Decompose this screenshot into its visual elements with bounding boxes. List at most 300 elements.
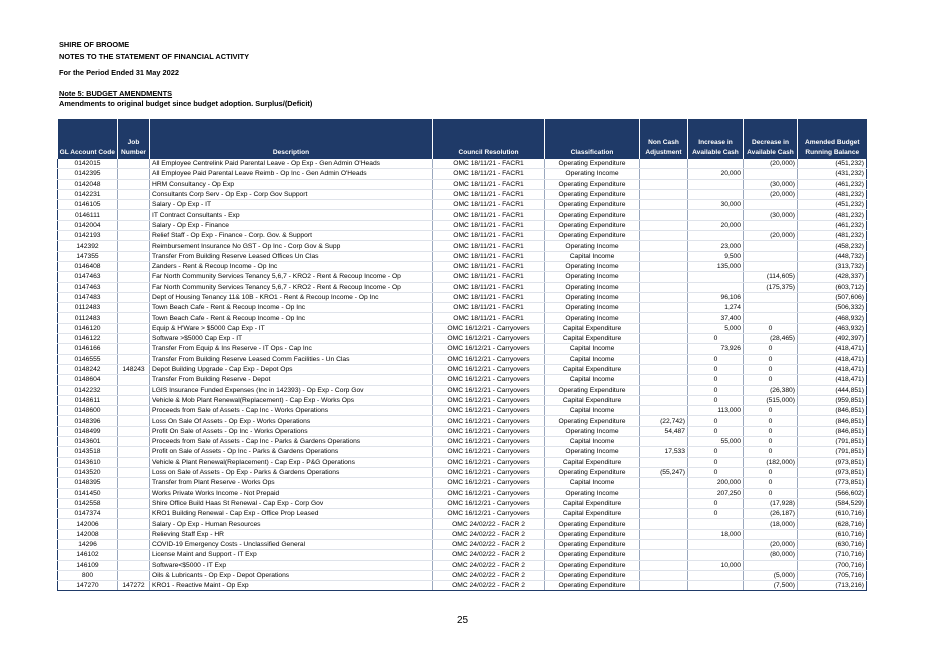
gl-account-cell: 0148499 <box>58 426 118 436</box>
gl-account-cell: 0143610 <box>58 457 118 467</box>
classification-cell: Operating Income <box>545 261 640 271</box>
description-cell: Software<$5000 - IT Exp <box>150 560 433 570</box>
non-cash-adjustment-cell <box>640 241 688 251</box>
classification-cell: Operating Income <box>545 426 640 436</box>
decrease-cash-cell: (26,187) <box>744 509 798 519</box>
council-resolution-cell: OMC 16/12/21 - Carryovers <box>433 478 545 488</box>
job-number-cell <box>118 560 150 570</box>
table-row <box>58 529 867 539</box>
increase-cash-cell: 207,250 <box>688 488 744 498</box>
table-row <box>58 323 867 333</box>
non-cash-adjustment-cell <box>640 251 688 261</box>
job-number-cell: 148243 <box>118 364 150 374</box>
increase-cash-cell: 0 <box>688 457 744 467</box>
gl-account-cell: 0142395 <box>58 169 118 179</box>
job-number-cell <box>118 529 150 539</box>
non-cash-adjustment-cell <box>640 550 688 560</box>
decrease-cash-cell: (20,000) <box>744 189 798 199</box>
job-number-cell <box>118 519 150 529</box>
decrease-cash-cell: (20,000) <box>744 159 798 169</box>
council-resolution-cell: OMC 18/11/21 - FACR1 <box>433 179 545 189</box>
table-row <box>58 231 867 241</box>
classification-cell: Operating Income <box>545 447 640 457</box>
table-row <box>58 375 867 385</box>
running-balance-cell: (630,716) <box>798 539 867 549</box>
non-cash-adjustment-cell <box>640 261 688 271</box>
council-resolution-cell: OMC 18/11/21 - FACR1 <box>433 282 545 292</box>
running-balance-cell: (481,232) <box>798 231 867 241</box>
job-number-cell <box>118 437 150 447</box>
non-cash-adjustment-cell: (22,742) <box>640 416 688 426</box>
job-number-cell <box>118 231 150 241</box>
council-resolution-cell: OMC 16/12/21 - Carryovers <box>433 406 545 416</box>
table-row <box>58 478 867 488</box>
table-row <box>58 272 867 282</box>
running-balance-cell: (973,851) <box>798 467 867 477</box>
running-balance-cell: (418,471) <box>798 375 867 385</box>
running-balance-cell: (700,716) <box>798 560 867 570</box>
council-resolution-cell: OMC 16/12/21 - Carryovers <box>433 488 545 498</box>
non-cash-adjustment-cell <box>640 344 688 354</box>
classification-cell: Operating Income <box>545 488 640 498</box>
increase-cash-cell: 1,274 <box>688 303 744 313</box>
job-number-cell <box>118 550 150 560</box>
gl-account-cell: 0148396 <box>58 416 118 426</box>
note-subtitle: Amendments to original budget since budget adoption. Surplus/(Deficit) <box>59 99 313 108</box>
table-row <box>58 457 867 467</box>
classification-cell: Operating Income <box>545 303 640 313</box>
decrease-cash-cell: (20,000) <box>744 539 798 549</box>
classification-cell: Operating Expenditure <box>545 529 640 539</box>
classification-cell: Capital Income <box>545 375 640 385</box>
classification-cell: Capital Expenditure <box>545 498 640 508</box>
council-resolution-cell: OMC 18/11/21 - FACR1 <box>433 261 545 271</box>
decrease-cash-cell <box>744 241 798 251</box>
non-cash-adjustment-cell <box>640 406 688 416</box>
council-resolution-cell: OMC 18/11/21 - FACR1 <box>433 303 545 313</box>
non-cash-adjustment-cell <box>640 488 688 498</box>
gl-account-cell: 0146122 <box>58 334 118 344</box>
non-cash-adjustment-cell <box>640 159 688 169</box>
classification-cell: Operating Income <box>545 282 640 292</box>
description-cell: Relief Staff - Op Exp - Finance - Corp. Gov. & Support <box>150 231 433 241</box>
table-row <box>58 395 867 405</box>
description-cell: Transfer From Building Reserve - Depot <box>150 375 433 385</box>
decrease-cash-cell <box>744 169 798 179</box>
council-resolution-cell: OMC 16/12/21 - Carryovers <box>433 395 545 405</box>
running-balance-cell: (313,732) <box>798 261 867 271</box>
decrease-cash-cell: 0 <box>744 437 798 447</box>
council-resolution-cell: OMC 18/11/21 - FACR1 <box>433 272 545 282</box>
increase-cash-cell: 20,000 <box>688 220 744 230</box>
table-row <box>58 292 867 302</box>
column-header-decrease-available-cash: Decrease in Available Cash <box>744 119 798 159</box>
classification-cell: Operating Income <box>545 241 640 251</box>
gl-account-cell: 0148242 <box>58 364 118 374</box>
gl-account-cell: 0143518 <box>58 447 118 457</box>
job-number-cell <box>118 220 150 230</box>
non-cash-adjustment-cell <box>640 539 688 549</box>
job-number-cell <box>118 416 150 426</box>
decrease-cash-cell <box>744 529 798 539</box>
job-number-cell <box>118 210 150 220</box>
council-resolution-cell: OMC 18/11/21 - FACR1 <box>433 220 545 230</box>
running-balance-cell: (705,716) <box>798 570 867 580</box>
classification-cell: Capital Expenditure <box>545 509 640 519</box>
increase-cash-cell: 96,106 <box>688 292 744 302</box>
gl-account-cell: 0142048 <box>58 179 118 189</box>
increase-cash-cell <box>688 519 744 529</box>
description-cell: Zanders - Rent & Recoup Income - Op Inc <box>150 261 433 271</box>
gl-account-cell: 0146166 <box>58 344 118 354</box>
table-row <box>58 519 867 529</box>
table-row <box>58 282 867 292</box>
description-cell: Dept of Housing Tenancy 11& 10B - KRO1 - Rent & Recoup Income - Op Inc <box>150 292 433 302</box>
council-resolution-cell: OMC 24/02/22 - FACR 2 <box>433 570 545 580</box>
decrease-cash-cell: 0 <box>744 323 798 333</box>
decrease-cash-cell <box>744 261 798 271</box>
table-row <box>58 251 867 261</box>
classification-cell: Operating Expenditure <box>545 231 640 241</box>
gl-account-cell: 0112483 <box>58 313 118 323</box>
classification-cell: Capital Expenditure <box>545 323 640 333</box>
classification-cell: Capital Expenditure <box>545 364 640 374</box>
council-resolution-cell: OMC 18/11/21 - FACR1 <box>433 251 545 261</box>
gl-account-cell: 0148395 <box>58 478 118 488</box>
job-number-cell <box>118 292 150 302</box>
running-balance-cell: (458,232) <box>798 241 867 251</box>
classification-cell: Capital Income <box>545 344 640 354</box>
gl-account-cell: 0148604 <box>58 375 118 385</box>
decrease-cash-cell: 0 <box>744 406 798 416</box>
gl-account-cell: 0141450 <box>58 488 118 498</box>
job-number-cell <box>118 344 150 354</box>
non-cash-adjustment-cell <box>640 375 688 385</box>
table-row <box>58 354 867 364</box>
non-cash-adjustment-cell <box>640 200 688 210</box>
decrease-cash-cell: 0 <box>744 467 798 477</box>
description-cell: Salary - Op Exp - IT <box>150 200 433 210</box>
table-row <box>58 364 867 374</box>
job-number-cell <box>118 200 150 210</box>
classification-cell: Operating Expenditure <box>545 581 640 591</box>
gl-account-cell: 800 <box>58 570 118 580</box>
description-cell: COVID-19 Emergency Costs - Unclassified General <box>150 539 433 549</box>
increase-cash-cell: 55,000 <box>688 437 744 447</box>
increase-cash-cell <box>688 550 744 560</box>
council-resolution-cell: OMC 16/12/21 - Carryovers <box>433 498 545 508</box>
council-resolution-cell: OMC 16/12/21 - Carryovers <box>433 467 545 477</box>
table-row <box>58 447 867 457</box>
non-cash-adjustment-cell <box>640 189 688 199</box>
running-balance-cell: (713,216) <box>798 581 867 591</box>
classification-cell: Operating Expenditure <box>545 570 640 580</box>
column-header-gl-account: GL Account Code <box>58 119 118 159</box>
description-cell: Far North Community Services Tenancy 5,6,7 - KRO2 - Rent & Recoup Income - Op <box>150 272 433 282</box>
classification-cell: Operating Expenditure <box>545 220 640 230</box>
decrease-cash-cell: (17,928) <box>744 498 798 508</box>
decrease-cash-cell: (20,000) <box>744 231 798 241</box>
gl-account-cell: 142008 <box>58 529 118 539</box>
gl-account-cell: 0142231 <box>58 189 118 199</box>
gl-account-cell: 0148600 <box>58 406 118 416</box>
classification-cell: Capital Income <box>545 478 640 488</box>
non-cash-adjustment-cell <box>640 364 688 374</box>
running-balance-cell: (492,397) <box>798 334 867 344</box>
table-row <box>58 159 867 169</box>
increase-cash-cell: 0 <box>688 334 744 344</box>
gl-account-cell: 0142015 <box>58 159 118 169</box>
job-number-cell <box>118 189 150 199</box>
table-row <box>58 385 867 395</box>
running-balance-cell: (481,232) <box>798 210 867 220</box>
job-number-cell <box>118 303 150 313</box>
decrease-cash-cell: (30,000) <box>744 210 798 220</box>
gl-account-cell: 0142232 <box>58 385 118 395</box>
description-cell: Salary - Op Exp - Finance <box>150 220 433 230</box>
gl-account-cell: 0143601 <box>58 437 118 447</box>
table-row <box>58 303 867 313</box>
council-resolution-cell: OMC 16/12/21 - Carryovers <box>433 364 545 374</box>
classification-cell: Operating Expenditure <box>545 210 640 220</box>
decrease-cash-cell: 0 <box>744 364 798 374</box>
running-balance-cell: (461,232) <box>798 179 867 189</box>
gl-account-cell: 0147463 <box>58 282 118 292</box>
gl-account-cell: 142392 <box>58 241 118 251</box>
decrease-cash-cell: 0 <box>744 344 798 354</box>
increase-cash-cell: 0 <box>688 385 744 395</box>
classification-cell: Operating Expenditure <box>545 179 640 189</box>
column-header-classification: Classification <box>545 119 640 159</box>
increase-cash-cell <box>688 539 744 549</box>
running-balance-cell: (566,602) <box>798 488 867 498</box>
table-row <box>58 498 867 508</box>
classification-cell: Operating Expenditure <box>545 189 640 199</box>
council-resolution-cell: OMC 18/11/21 - FACR1 <box>433 159 545 169</box>
running-balance-cell: (959,851) <box>798 395 867 405</box>
running-balance-cell: (444,851) <box>798 385 867 395</box>
decrease-cash-cell: 0 <box>744 354 798 364</box>
column-header-job-number: Job Number <box>118 119 150 159</box>
running-balance-cell: (418,471) <box>798 354 867 364</box>
increase-cash-cell <box>688 272 744 282</box>
classification-cell: Operating Income <box>545 313 640 323</box>
gl-account-cell: 0147483 <box>58 292 118 302</box>
table-row <box>58 406 867 416</box>
column-header-increase-available-cash: Increase in Available Cash <box>688 119 744 159</box>
council-resolution-cell: OMC 16/12/21 - Carryovers <box>433 375 545 385</box>
council-resolution-cell: OMC 16/12/21 - Carryovers <box>433 354 545 364</box>
decrease-cash-cell <box>744 560 798 570</box>
council-resolution-cell: OMC 18/11/21 - FACR1 <box>433 169 545 179</box>
increase-cash-cell <box>688 210 744 220</box>
table-row <box>58 210 867 220</box>
classification-cell: Operating Expenditure <box>545 467 640 477</box>
council-resolution-cell: OMC 16/12/21 - Carryovers <box>433 509 545 519</box>
description-cell: KRO1 - Reactive Maint - Op Exp <box>150 581 433 591</box>
job-number-cell <box>118 261 150 271</box>
running-balance-cell: (463,932) <box>798 323 867 333</box>
description-cell: HRM Consultancy - Op Exp <box>150 179 433 189</box>
decrease-cash-cell: 0 <box>744 488 798 498</box>
increase-cash-cell <box>688 179 744 189</box>
table-row <box>58 241 867 251</box>
column-header-council-resolution: Council Resolution <box>433 119 545 159</box>
non-cash-adjustment-cell <box>640 334 688 344</box>
report-period: For the Period Ended 31 May 2022 <box>59 68 179 77</box>
council-resolution-cell: OMC 18/11/21 - FACR1 <box>433 200 545 210</box>
decrease-cash-cell <box>744 220 798 230</box>
gl-account-cell: 142006 <box>58 519 118 529</box>
non-cash-adjustment-cell <box>640 395 688 405</box>
decrease-cash-cell: (114,605) <box>744 272 798 282</box>
increase-cash-cell <box>688 159 744 169</box>
budget-amendments-table <box>57 119 867 591</box>
table-row <box>58 426 867 436</box>
job-number-cell <box>118 354 150 364</box>
gl-account-cell: 147355 <box>58 251 118 261</box>
job-number-cell <box>118 447 150 457</box>
running-balance-cell: (773,851) <box>798 478 867 488</box>
council-resolution-cell: OMC 24/02/22 - FACR 2 <box>433 560 545 570</box>
table-row <box>58 560 867 570</box>
running-balance-cell: (481,232) <box>798 189 867 199</box>
council-resolution-cell: OMC 16/12/21 - Carryovers <box>433 437 545 447</box>
job-number-cell <box>118 406 150 416</box>
non-cash-adjustment-cell <box>640 323 688 333</box>
description-cell: Vehicle & Mob Plant Renewal(Replacement) - Cap Exp - Works Ops <box>150 395 433 405</box>
job-number-cell <box>118 498 150 508</box>
table-row <box>58 467 867 477</box>
non-cash-adjustment-cell <box>640 272 688 282</box>
column-header-amended-budget-balance: Amended Budget Running Balance <box>798 119 867 159</box>
job-number-cell <box>118 467 150 477</box>
classification-cell: Capital Expenditure <box>545 334 640 344</box>
job-number-cell <box>118 385 150 395</box>
description-cell: Profit on Sale of Assets - Op Inc - Parks & Gardens Operations <box>150 447 433 457</box>
report-title: NOTES TO THE STATEMENT OF FINANCIAL ACTIVITY <box>59 52 250 61</box>
decrease-cash-cell: (175,375) <box>744 282 798 292</box>
gl-account-cell: 0148611 <box>58 395 118 405</box>
council-resolution-cell: OMC 18/11/21 - FACR1 <box>433 210 545 220</box>
description-cell: License Maint and Support - IT Exp <box>150 550 433 560</box>
increase-cash-cell: 9,500 <box>688 251 744 261</box>
increase-cash-cell: 0 <box>688 375 744 385</box>
classification-cell: Operating Expenditure <box>545 560 640 570</box>
decrease-cash-cell: (26,380) <box>744 385 798 395</box>
table-row <box>58 179 867 189</box>
decrease-cash-cell <box>744 292 798 302</box>
job-number-cell <box>118 375 150 385</box>
decrease-cash-cell: 0 <box>744 478 798 488</box>
non-cash-adjustment-cell: 54,487 <box>640 426 688 436</box>
gl-account-cell: 0112483 <box>58 303 118 313</box>
running-balance-cell: (791,851) <box>798 437 867 447</box>
increase-cash-cell: 0 <box>688 509 744 519</box>
gl-account-cell: 0142193 <box>58 231 118 241</box>
running-balance-cell: (418,471) <box>798 364 867 374</box>
non-cash-adjustment-cell <box>640 231 688 241</box>
non-cash-adjustment-cell <box>640 169 688 179</box>
description-cell: Transfer From Equip & Ins Reserve - IT Ops - Cap Inc <box>150 344 433 354</box>
description-cell: All Employee Paid Parental Leave Reimb - Op Inc - Gen Admin O'Heads <box>150 169 433 179</box>
gl-account-cell: 0146105 <box>58 200 118 210</box>
table-body <box>58 159 867 591</box>
gl-account-cell: 0146555 <box>58 354 118 364</box>
job-number-cell <box>118 457 150 467</box>
decrease-cash-cell <box>744 303 798 313</box>
classification-cell: Operating Expenditure <box>545 539 640 549</box>
running-balance-cell: (610,716) <box>798 529 867 539</box>
classification-cell: Operating Expenditure <box>545 519 640 529</box>
table-row <box>58 539 867 549</box>
running-balance-cell: (448,732) <box>798 251 867 261</box>
running-balance-cell: (418,471) <box>798 344 867 354</box>
increase-cash-cell: 0 <box>688 354 744 364</box>
increase-cash-cell: 30,000 <box>688 200 744 210</box>
council-resolution-cell: OMC 18/11/21 - FACR1 <box>433 292 545 302</box>
council-resolution-cell: OMC 18/11/21 - FACR1 <box>433 313 545 323</box>
increase-cash-cell <box>688 282 744 292</box>
decrease-cash-cell: 0 <box>744 426 798 436</box>
org-name: SHIRE OF BROOME <box>59 40 130 49</box>
decrease-cash-cell: (18,000) <box>744 519 798 529</box>
running-balance-cell: (846,851) <box>798 416 867 426</box>
increase-cash-cell: 5,000 <box>688 323 744 333</box>
running-balance-cell: (468,932) <box>798 313 867 323</box>
decrease-cash-cell: (515,000) <box>744 395 798 405</box>
decrease-cash-cell: (182,000) <box>744 457 798 467</box>
increase-cash-cell: 0 <box>688 498 744 508</box>
description-cell: Depot Building Upgrade - Cap Exp - Depot Ops <box>150 364 433 374</box>
decrease-cash-cell: (80,000) <box>744 550 798 560</box>
council-resolution-cell: OMC 16/12/21 - Carryovers <box>433 426 545 436</box>
decrease-cash-cell: 0 <box>744 447 798 457</box>
job-number-cell <box>118 509 150 519</box>
running-balance-cell: (584,529) <box>798 498 867 508</box>
note-title: Note 5: BUDGET AMENDMENTS <box>59 89 173 98</box>
non-cash-adjustment-cell <box>640 457 688 467</box>
running-balance-cell: (507,606) <box>798 292 867 302</box>
description-cell: Equip & H'Ware > $5000 Cap Exp - IT <box>150 323 433 333</box>
description-cell: Works Private Works Income - Not Prepaid <box>150 488 433 498</box>
table-row <box>58 344 867 354</box>
classification-cell: Operating Expenditure <box>545 550 640 560</box>
description-cell: Loss On Sale Of Assets - Op Exp - Works Operations <box>150 416 433 426</box>
description-cell: Consultants Corp Serv - Op Exp - Corp Gov Support <box>150 189 433 199</box>
description-cell: Far North Community Services Tenancy 5,6,7 - KRO2 - Rent & Recoup Income - Op <box>150 282 433 292</box>
increase-cash-cell: 20,000 <box>688 169 744 179</box>
decrease-cash-cell <box>744 200 798 210</box>
description-cell: Salary - Op Exp - Human Resources <box>150 519 433 529</box>
table-row <box>58 416 867 426</box>
non-cash-adjustment-cell <box>640 498 688 508</box>
description-cell: Transfer From Building Reserve Leased Comm Facilities - Un Clas <box>150 354 433 364</box>
job-number-cell <box>118 169 150 179</box>
job-number-cell <box>118 426 150 436</box>
council-resolution-cell: OMC 18/11/21 - FACR1 <box>433 189 545 199</box>
council-resolution-cell: OMC 24/02/22 - FACR 2 <box>433 539 545 549</box>
classification-cell: Operating Expenditure <box>545 385 640 395</box>
council-resolution-cell: OMC 16/12/21 - Carryovers <box>433 334 545 344</box>
non-cash-adjustment-cell <box>640 313 688 323</box>
council-resolution-cell: OMC 24/02/22 - FACR 2 <box>433 581 545 591</box>
decrease-cash-cell: (5,000) <box>744 570 798 580</box>
classification-cell: Capital Expenditure <box>545 457 640 467</box>
job-number-cell <box>118 282 150 292</box>
increase-cash-cell <box>688 231 744 241</box>
job-number-cell <box>118 179 150 189</box>
